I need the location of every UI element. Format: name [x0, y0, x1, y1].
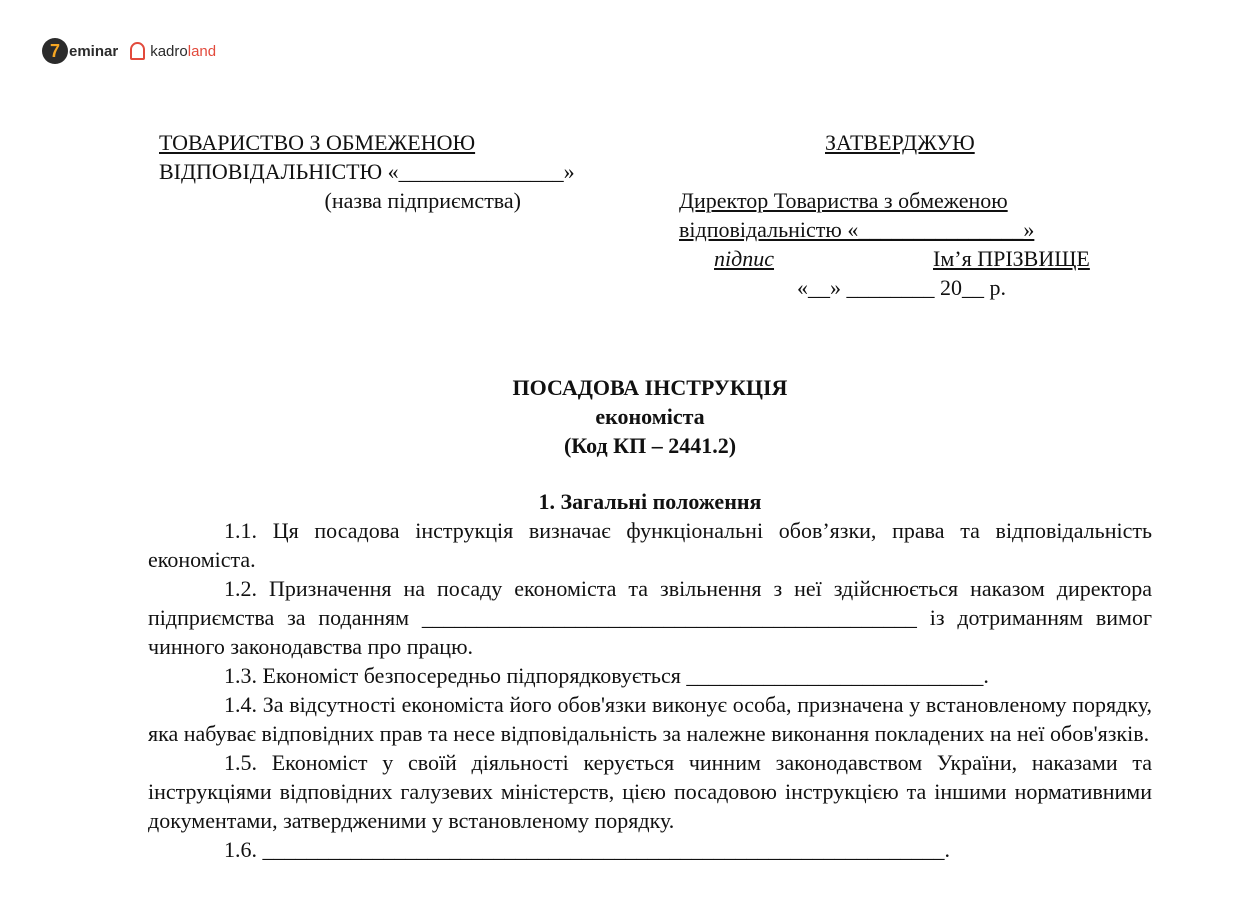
section-heading: 1. Загальні положення [538, 489, 762, 514]
logos [42, 38, 216, 64]
signature-label: підпис [714, 246, 775, 271]
section-1 [148, 487, 1152, 864]
zeminar-mark-icon: 7 [42, 38, 68, 64]
zeminar-text: eminar [69, 42, 119, 60]
company-caption: (назва підприємства) [324, 188, 521, 213]
kadroland-house-icon [130, 42, 145, 60]
zeminar-logo [42, 38, 118, 64]
paragraph-1-5: 1.5. Економіст у своїй діяльності керується чинним законодавством України, наказами та інструкціями відповідних галузевих міністерств, цією посадовою інструкцією та іншими нормативними документами, затвердженими у встановленому порядку. [148, 750, 1152, 833]
document-title [0, 373, 1241, 460]
paragraph-1-4: 1.4. За відсутності економіста його обов'язки виконує особа, призначена у встановленому порядку, яка набуває відповідних прав та несе відповідальність за належне виконання покладених на неї обов'язків. [148, 692, 1152, 746]
paragraph-1-3: 1.3. Економіст безпосередньо підпорядковується ___________________________. [224, 663, 989, 688]
approval-date: «__» ________ 20__ р. [797, 275, 1006, 300]
title-line-2: економіста [595, 404, 705, 429]
name-label: Ім’я ПРІЗВИЩЕ [933, 246, 1090, 271]
title-line-3: (Код КП – 2441.2) [563, 433, 737, 458]
kadroland-logo [130, 42, 216, 60]
director-line-2: відповідальністю «_______________» [679, 217, 1035, 242]
kadroland-text: kadroland [150, 42, 217, 60]
paragraph-1-6: 1.6. ______________________________________________________________. [224, 837, 950, 862]
company-line-2: ВІДПОВІДАЛЬНІСТЮ «_______________» [159, 159, 575, 184]
paragraph-1-2: 1.2. Призначення на посаду економіста та звільнення з неї здійснюється наказом директора підприємства за поданням _____________________________________________ із дотриманням вимог чинного законодавства про працю. [148, 576, 1152, 659]
approve-label: ЗАТВЕРДЖУЮ [825, 130, 975, 155]
title-line-1: ПОСАДОВА ІНСТРУКЦІЯ [512, 375, 788, 400]
paragraph-1-1: 1.1. Ця посадова інструкція визначає функціональні обов’язки, права та відповідальність економіста. [148, 518, 1152, 572]
director-line-1: Директор Товариства з обмеженою [679, 188, 1008, 213]
company-line-1: ТОВАРИСТВО З ОБМЕЖЕНОЮ [159, 130, 476, 155]
